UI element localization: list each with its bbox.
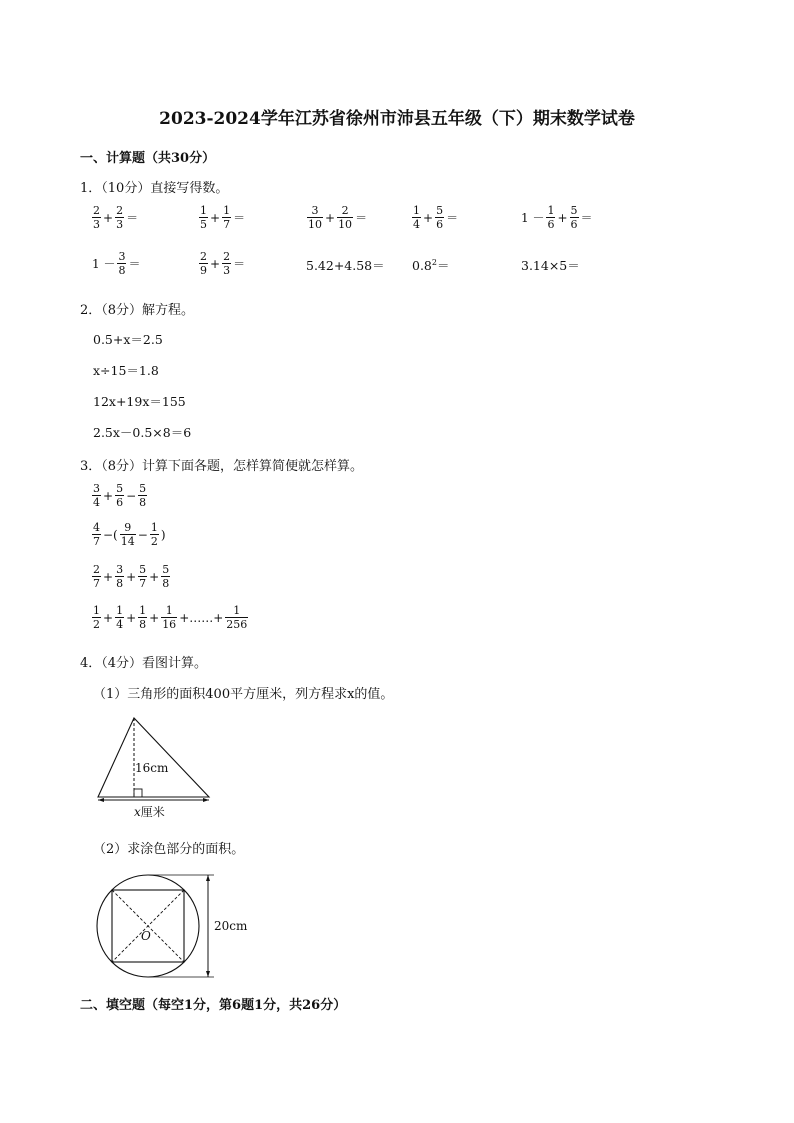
fraction xyxy=(120,521,136,548)
operator: − xyxy=(137,527,148,542)
exponent: 2 xyxy=(431,257,437,267)
numerator: 1 xyxy=(165,604,173,617)
q1-expr-7 xyxy=(198,250,246,277)
fraction xyxy=(115,482,124,509)
operator: − xyxy=(126,488,137,503)
fraction xyxy=(92,204,101,231)
diameter-label: 20cm xyxy=(214,919,248,933)
fraction xyxy=(115,204,124,231)
denominator: 8 xyxy=(118,264,126,277)
q1-expr-1 xyxy=(91,204,139,231)
circle-square-figure xyxy=(90,868,260,982)
fraction xyxy=(138,563,147,590)
q4-part-2: （2）求涂色部分的面积。 xyxy=(93,842,245,857)
arrowhead-bottom xyxy=(206,971,210,977)
fraction xyxy=(412,204,421,231)
equation-2: x÷15＝1.8 xyxy=(93,363,159,378)
denominator: 4 xyxy=(413,218,420,231)
operator: + xyxy=(126,569,137,584)
denominator: 9 xyxy=(200,264,207,277)
denominator: 2 xyxy=(93,618,100,631)
numerator: 1 xyxy=(139,604,147,617)
fraction xyxy=(161,604,177,631)
operator: + xyxy=(210,256,221,271)
equation-1: 0.5+x＝2.5 xyxy=(93,332,163,347)
q1-expr-9 xyxy=(412,256,450,274)
numerator: 2 xyxy=(200,250,207,263)
denominator: 16 xyxy=(162,618,177,631)
denominator: 3 xyxy=(223,264,231,277)
equals: ＝ xyxy=(446,211,459,225)
fraction xyxy=(337,204,353,231)
fraction xyxy=(115,604,124,631)
numerator: 5 xyxy=(116,482,124,495)
equals: ＝ xyxy=(233,257,246,271)
numerator: 2 xyxy=(223,250,231,263)
denominator: 8 xyxy=(116,577,124,590)
equals: ＝ xyxy=(126,211,139,225)
numerator: 3 xyxy=(118,250,126,263)
denominator: 6 xyxy=(116,496,124,509)
operator: + xyxy=(210,210,221,225)
numerator: 2 xyxy=(93,563,100,576)
q3-line-1 xyxy=(91,482,148,509)
q1-expr-3 xyxy=(306,204,368,231)
fraction xyxy=(199,250,208,277)
q3-line-2 xyxy=(91,521,167,548)
numerator: 1 xyxy=(200,204,207,217)
section-2-heading: 二、填空题（每空1分，第6题1分，共26分） xyxy=(80,998,347,1013)
q1-expr-2 xyxy=(198,204,246,231)
question-1-label: 1．（10分）直接写得数。 xyxy=(80,181,229,196)
denominator: 2 xyxy=(150,535,158,548)
q1-expr-5 xyxy=(520,204,594,231)
fraction xyxy=(117,250,126,277)
numerator: 5 xyxy=(139,563,147,576)
operator: −( xyxy=(103,527,118,542)
q3-line-4 xyxy=(91,604,249,631)
arrowhead-left xyxy=(98,798,104,802)
fraction xyxy=(307,204,323,231)
operator: + xyxy=(103,610,114,625)
fraction xyxy=(150,521,159,548)
right-angle-mark xyxy=(134,789,142,797)
denominator: 10 xyxy=(308,218,322,231)
fraction xyxy=(115,563,124,590)
q4-part-1: （1）三角形的面积400平方厘米，列方程求x的值。 xyxy=(93,687,394,702)
fraction xyxy=(92,521,101,548)
denominator: 4 xyxy=(93,496,100,509)
fraction xyxy=(92,563,101,590)
arrowhead-top xyxy=(206,875,210,881)
operator: +……+ xyxy=(179,610,224,625)
leading-term: 1 － xyxy=(521,211,545,225)
question-3-label: 3．（8分）计算下面各题，怎样算简便就怎样算。 xyxy=(80,459,364,474)
numerator: 1 xyxy=(93,604,100,617)
question-4-label: 4．（4分）看图计算。 xyxy=(80,656,208,671)
close-paren: ) xyxy=(160,527,166,542)
base-unit: 厘米 xyxy=(140,805,165,819)
operator: + xyxy=(103,488,114,503)
denominator: 6 xyxy=(570,218,578,231)
leading-term: 1 － xyxy=(92,257,116,271)
numerator: 1 xyxy=(223,204,231,217)
fraction xyxy=(222,250,231,277)
numerator: 5 xyxy=(162,563,170,576)
numerator: 2 xyxy=(93,204,100,217)
denominator: 3 xyxy=(93,218,100,231)
triangle-figure xyxy=(90,712,220,824)
denominator: 7 xyxy=(93,535,100,548)
operator: + xyxy=(126,610,137,625)
fraction xyxy=(222,204,231,231)
denominator: 3 xyxy=(116,218,124,231)
equals: ＝ xyxy=(233,211,246,225)
equals: ＝ xyxy=(580,211,593,225)
denominator: 256 xyxy=(226,618,248,631)
operator: + xyxy=(325,210,336,225)
numerator: 5 xyxy=(139,482,147,495)
q1-expr-6 xyxy=(91,250,141,277)
q1-expr-8: 5.42+4.58＝ xyxy=(306,258,385,273)
arrowhead-right xyxy=(203,798,209,802)
denominator: 5 xyxy=(200,218,207,231)
numerator: 1 xyxy=(413,204,420,217)
denominator: 8 xyxy=(139,496,147,509)
numerator: 1 xyxy=(116,604,124,617)
operator: + xyxy=(423,210,434,225)
fraction xyxy=(435,204,444,231)
fraction xyxy=(546,204,555,231)
numerator: 1 xyxy=(150,521,158,534)
operator: + xyxy=(149,569,160,584)
question-2-label: 2．（8分）解方程。 xyxy=(80,303,195,318)
base-label xyxy=(134,804,165,819)
fraction xyxy=(138,482,147,509)
denominator: 4 xyxy=(116,618,124,631)
denominator: 7 xyxy=(93,577,100,590)
operator: + xyxy=(149,610,160,625)
q1-expr-10: 3.14×5＝ xyxy=(521,258,580,273)
center-label: O xyxy=(141,929,151,943)
numerator: 2 xyxy=(116,204,124,217)
denominator: 14 xyxy=(120,535,135,548)
fraction xyxy=(138,604,147,631)
numerator: 5 xyxy=(570,204,578,217)
operator: + xyxy=(103,210,114,225)
base-variable: x xyxy=(134,805,141,819)
fraction xyxy=(199,204,208,231)
equals: ＝ xyxy=(355,211,368,225)
numerator: 2 xyxy=(341,204,349,217)
fraction xyxy=(161,563,170,590)
numerator: 1 xyxy=(233,604,241,617)
equation-4: 2.5x－0.5×8＝6 xyxy=(93,425,192,440)
denominator: 10 xyxy=(338,218,353,231)
denominator: 8 xyxy=(162,577,170,590)
base: 0.8 xyxy=(412,258,432,273)
operator: + xyxy=(557,210,568,225)
numerator: 3 xyxy=(311,204,319,217)
q1-expr-4 xyxy=(411,204,459,231)
operator: + xyxy=(103,569,114,584)
denominator: 7 xyxy=(223,218,231,231)
fraction xyxy=(570,204,579,231)
denominator: 7 xyxy=(139,577,147,590)
numerator: 3 xyxy=(93,482,100,495)
numerator: 3 xyxy=(116,563,124,576)
equation-3: 12x+19x＝155 xyxy=(93,394,186,409)
section-1-heading: 一、计算题（共30分） xyxy=(80,151,216,166)
numerator: 9 xyxy=(124,521,132,534)
height-label: 16cm xyxy=(135,761,169,775)
numerator: 4 xyxy=(93,521,100,534)
triangle-outline xyxy=(98,718,209,797)
fraction xyxy=(225,604,248,631)
page-title: 2023-2024学年江苏省徐州市沛县五年级（下）期末数学试卷 xyxy=(159,109,635,129)
numerator: 5 xyxy=(436,204,444,217)
denominator: 6 xyxy=(436,218,444,231)
q3-line-3 xyxy=(91,563,171,590)
numerator: 1 xyxy=(547,204,555,217)
equals: ＝ xyxy=(436,258,450,273)
denominator: 6 xyxy=(547,218,555,231)
fraction xyxy=(92,482,101,509)
fraction xyxy=(92,604,101,631)
equals: ＝ xyxy=(128,257,141,271)
denominator: 8 xyxy=(139,618,147,631)
